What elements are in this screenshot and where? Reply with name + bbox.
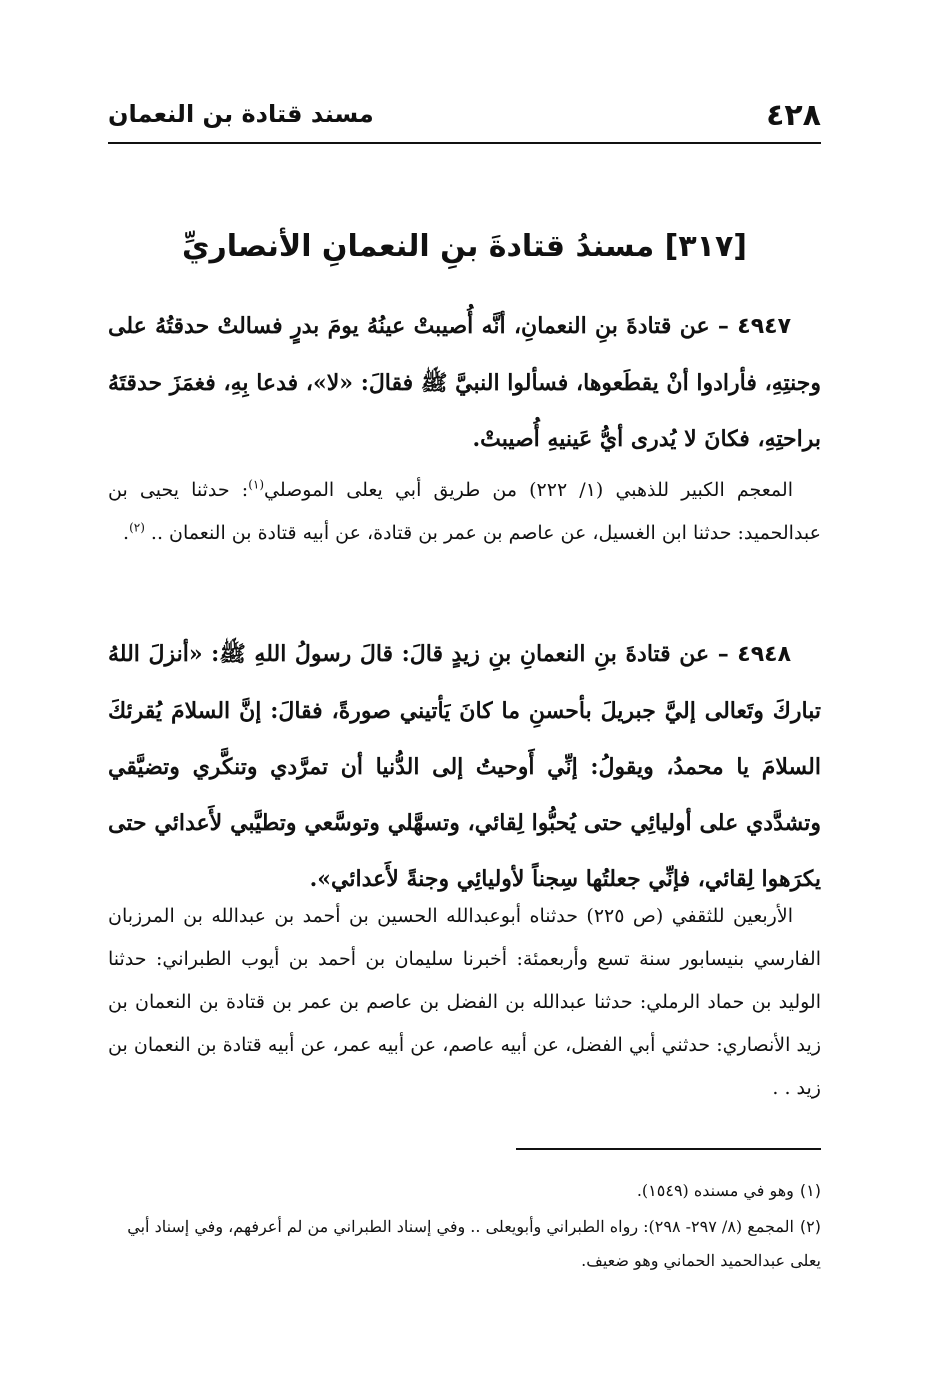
hadith-number: ٤٩٤٨ xyxy=(737,642,791,667)
footnote-ref-1[interactable]: (١) xyxy=(248,477,265,492)
footnote-divider xyxy=(516,1148,821,1150)
footnote-ref-2[interactable]: (٢) xyxy=(129,520,145,535)
source-text-before: المعجم الكبير للذهبي (١/ ٢٢٢) من طريق أبي يعلى الموصلي xyxy=(264,479,793,501)
hadith-4947 xyxy=(108,298,821,467)
hadith-4948 xyxy=(108,626,821,907)
footnote-mark: (٢) xyxy=(799,1217,821,1236)
footnote-2 xyxy=(108,1210,821,1278)
source-note-4948: الأربعين للثقفي (ص ٢٢٥) حدثناه أبوعبدالله الحسين بن أحمد بن عبدالله بن المرزبان الفارسي بنيسابور سنة تسع وأربعمئة: أخبرنا سليمان بن أحمد بن أيوب الطبراني: حدثنا الوليد بن حماد الرملي: حدثنا عبدالله بن الفضل بن عاصم بن عمر بن قتادة بن النعمان بن زيد الأنصاري: حدثني أبي الفضل، عن أبيه عاصم، عن أبيه عمر، عن أبيه قتادة بن النعمان بن زيد . . xyxy=(108,905,821,1099)
running-header xyxy=(108,92,821,144)
page-number: ٤٢٨ xyxy=(766,98,821,133)
footnote-text: وهو في مسنده (١٥٤٩). xyxy=(636,1181,794,1200)
source-note-4947 xyxy=(108,469,821,555)
footnote-text: المجمع (٨/ ٢٩٧- ٢٩٨): رواه الطبراني وأبويعلى .. وفي إسناد الطبراني من لم أعرفهم، وفي إسناد أبي يعلى عبدالحميد الحماني وهو ضعيف. xyxy=(127,1217,821,1270)
source-text-after: . xyxy=(123,522,130,544)
footnote-1 xyxy=(108,1174,821,1208)
section-title: [٣١٧] مسندُ قتادةَ بنِ النعمانِ الأنصاريِّ xyxy=(182,229,747,264)
hadith-number: ٤٩٤٧ xyxy=(737,314,791,339)
hadith-text: – عن قتادةَ بنِ النعمانِ، أنَّه أُصيبتْ عينُهُ يومَ بدرٍ فسالتْ حدقتُهُ على وجنتِهِ، فأرادوا أنْ يقطَعوها، فسألوا النبيَّ ﷺ فقالَ: «لا»، فدعا بِهِ، فغمَزَ حدقتَهُ براحتِهِ، فكانَ لا يُدرى أيُّ عَينيهِ أُصيبتْ. xyxy=(108,313,821,452)
source-text-middle: : حدثنا يحيى بن عبدالحميد: حدثنا ابن الغسيل، عن عاصم بن عمر بن قتادة، عن أبيه قتادة بن النعمان .. xyxy=(108,479,821,544)
running-header-title: مسند قتادة بن النعمان xyxy=(108,100,374,128)
hadith-text: – عن قتادةَ بنِ النعمانِ بنِ زيدٍ قالَ: قالَ رسولُ اللهِ ﷺ: «أنزلَ اللهُ تباركَ وتَعالى إليَّ جبريلَ بأحسنِ ما كانَ يَأتيني صورةً، فقالَ: إنَّ السلامَ يُقرئكَ السلامَ يا محمدُ، ويقولُ: إنِّي أَوحيتُ إلى الدُّنيا أن تمرَّدي وتنكَّري وتضيَّقي وتشدَّدي على أوليائِي حتى يُحبُّوا لِقائي، وتسهَّلي وتوسَّعي وتطيَّبي لأَعدائي حتى يكرَهوا لِقائي، فإنِّي جعلتُها سِجناً لأوليائِي وجنةً لأَعدائي». xyxy=(108,641,821,892)
footnote-mark: (١) xyxy=(799,1181,821,1200)
